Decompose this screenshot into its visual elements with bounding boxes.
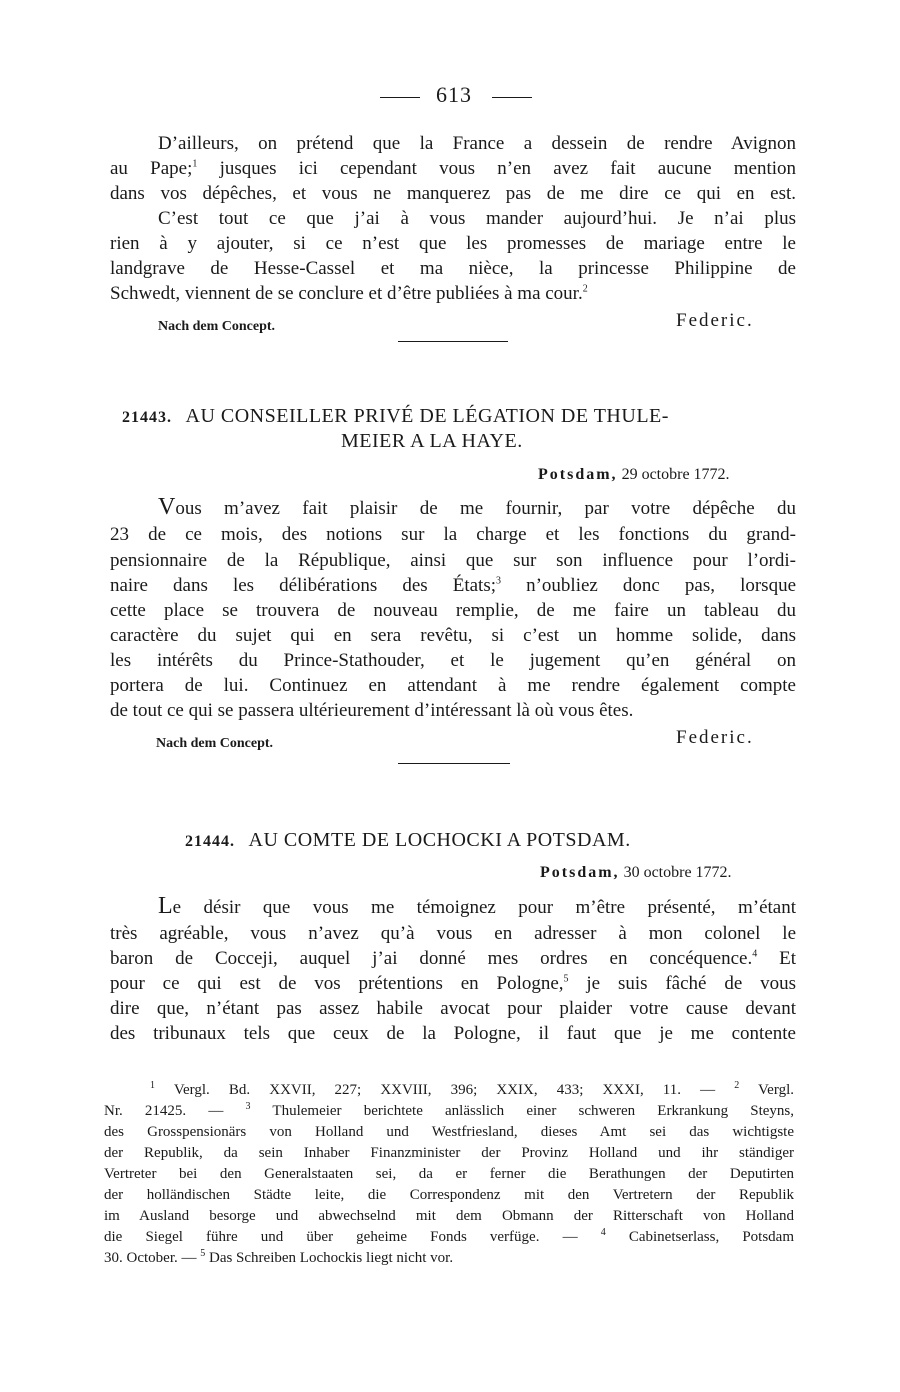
footnote-text: die Siegel führe und über geheime Fonds verfüge. — [104,1229,578,1245]
place-date [538,466,730,484]
document-number: 21443. [122,409,172,426]
footnote-text: Nr. 21425. — [104,1103,224,1119]
paragraph-line: pensionnaire de la République, ainsi que sur son influence pour l’ordi- [110,550,796,571]
header-dash-left [380,97,420,98]
place: Potsdam, [540,864,620,881]
footnote-mark: 3 [496,575,502,587]
source-note: Nach dem Concept. [158,319,276,334]
place: Potsdam, [538,466,618,483]
line-text: Schwedt, viennent de se conclure et d’être publiées à ma cour. [110,283,583,304]
footnote-line: der holländischen Städte leite, die Correspondenz mit den Vertretern der Republik [104,1187,794,1203]
footnote-text: 30. October. — [104,1250,197,1266]
paragraph-line [110,573,796,598]
paragraph-line: portera de lui. Continuez en attendant à me rendre également compte [110,675,796,696]
footnote-line: der Republik, da sein Inhaber Finanzminister der Provinz Holland und ihr ständiger [104,1145,794,1161]
document-heading [185,829,631,852]
heading-text: AU CONSEILLER PRIVÉ DE LÉGATION DE THULE- [185,405,669,427]
initial-letter: L [158,893,173,919]
paragraph-line: cette place se trouvera de nouveau remplie, de me faire un tableau du [110,600,796,621]
paragraph-line [158,495,796,520]
footnote-mark: 1 [192,158,198,170]
footnote-mark: 5 [563,973,569,985]
footnote-line: Vertreter bei den Generalstaaten sei, da er ferner die Berathungen der Deputirten [104,1166,794,1182]
heading-text: AU COMTE DE LOCHOCKI A POTSDAM. [248,829,631,851]
header-dash-right [492,97,532,98]
line-text: e désir que vous me témoignez pour m’être présenté, m’étant [172,897,796,918]
paragraph-line [110,971,796,996]
signature: Federic. [676,727,754,748]
paragraph-line: 23 de ce mois, des notions sur la charge et les fonctions du grand- [110,524,796,545]
paragraph-line [158,894,796,919]
footnote-text: Cabinetserlass, Potsdam [628,1229,795,1245]
paragraph-line [110,281,796,306]
footnote-text: Das Schreiben Lochockis liegt nicht vor. [208,1250,454,1266]
signature: Federic. [676,310,754,331]
place-date [540,864,732,882]
initial-letter: V [158,494,176,520]
paragraph-line: très agréable, vous n’avez qu’à vous en adresser à mon colonel le [110,923,796,944]
line-text: baron de Cocceji, auquel j’ai donné mes ordres en concéquence. [110,948,753,969]
paragraph-line: dire que, n’étant pas assez habile avocat pour plaider votre cause devant [110,998,796,1019]
document-number: 21444. [185,833,235,850]
footnote-mark: 1 [150,1080,155,1091]
line-text: Et [779,948,796,969]
source-note: Nach dem Concept. [156,736,274,751]
line-text: au Pape; [110,158,193,179]
footnote-text: Vergl. Bd. XXVII, 227; XXVIII, 396; XXIX, 433; XXXI, 11. — [173,1082,716,1098]
paragraph-line [110,156,796,181]
paragraph-line: caractère du sujet qui en sera revêtu, si c’est un homme solide, dans [110,625,796,646]
date: 29 octobre 1772. [621,466,730,483]
footnote-mark: 4 [600,1227,606,1238]
footnote-line: im Ausland besorge und abwechselnd mit dem Obmann der Ritterschaft von Holland [104,1208,794,1224]
paragraph-line: des tribunaux tels que ceux de la Pologne, il faut que je me contente [110,1023,796,1044]
paragraph-line [110,946,796,971]
heading-continuation: MEIER A LA HAYE. [341,430,523,452]
footnote-mark: 2 [734,1080,740,1091]
line-text: pour ce qui est de vos prétentions en Pologne, [110,973,564,994]
paragraph-line: D’ailleurs, on prétend que la France a dessein de rendre Avignon [158,133,796,154]
footnote-line [150,1080,794,1101]
section-rule [398,763,510,764]
line-text: n’oubliez donc pas, lorsque [526,575,797,596]
footnote-text: Vergl. [758,1082,794,1098]
paragraph-line: dans vos dépêches, et vous ne manquerez pas de me dire ce qui en est. [110,183,796,204]
footnote-mark: 5 [200,1248,206,1259]
footnote-mark: 2 [582,283,588,295]
date: 30 octobre 1772. [623,864,732,881]
line-text: jusques ici cependant vous n’en avez fait aucune mention [219,158,797,179]
line-text: je suis fâché de vous [586,973,796,994]
paragraph-line: les intérêts du Prince-Stathouder, et le jugement qu’en général on [110,650,796,671]
paragraph-line: rien à y ajouter, si ce n’est que les promesses de mariage entre le [110,233,796,254]
document-heading [122,405,669,428]
paragraph-line: landgrave de Hesse-Cassel et ma nièce, la princesse Philippine de [110,258,796,279]
footnote-line [104,1227,794,1248]
section-rule [398,341,508,342]
paragraph-line: C’est tout ce que j’ai à vous mander aujourd’hui. Je n’ai plus [158,208,796,229]
line-text: ous m’avez fait plaisir de me fournir, par votre dépêche du [175,498,796,519]
footnote-line: des Grosspensionärs von Holland und Westfriesland, dieses Amt sei das wichtigste [104,1124,794,1140]
footnote-mark: 3 [245,1101,251,1112]
paragraph-line: de tout ce qui se passera ultérieurement d’intéressant là où vous êtes. [110,700,634,721]
footnote-mark: 4 [752,948,758,960]
page-header [0,82,900,112]
footnote-line [104,1101,794,1122]
line-text: naire dans les délibérations des États; [110,575,497,596]
footnote-text: Thulemeier berichtete anlässlich einer schweren Erkrankung Steyns, [272,1103,795,1119]
page-number: 613 [436,82,472,107]
footnote-line [104,1248,794,1269]
